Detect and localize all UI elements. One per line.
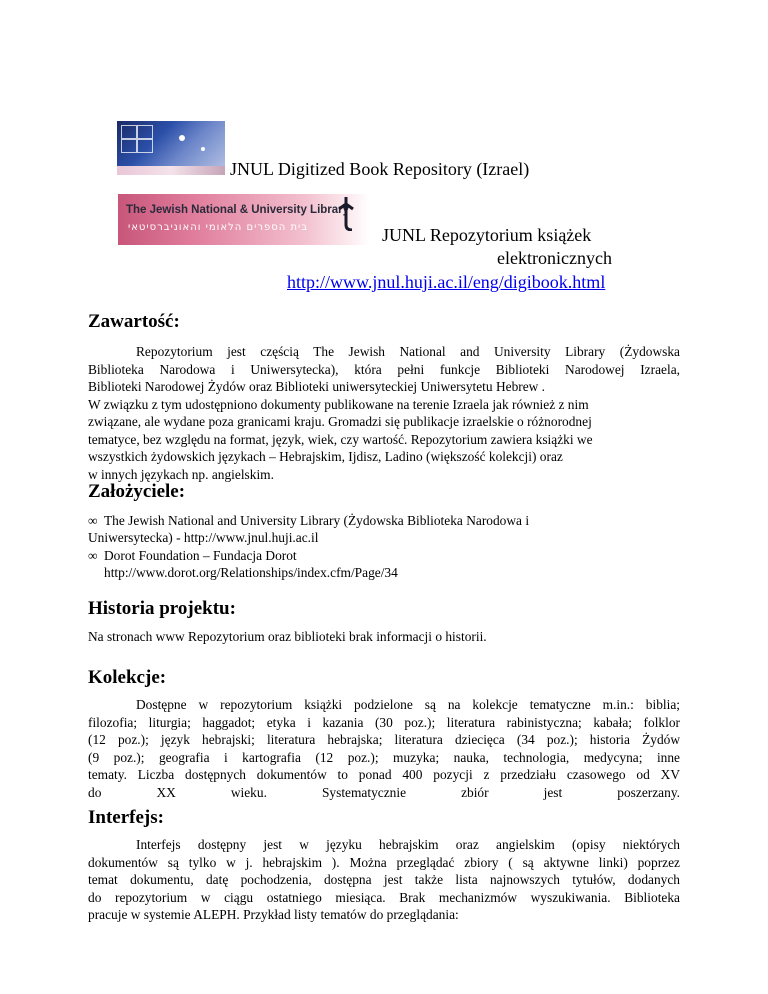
section-heading-zawartosc: Zawartość:: [88, 311, 180, 332]
historia-paragraph: [88, 628, 680, 646]
text-line: tematy. Liczba dostępnych dokumentów to ponad 400 pozycji z przedziału czasowego od XV: [88, 767, 680, 782]
text-line: temat dokumentu, datę pochodzenia, dostępna jest także lista najnowszych tytułów, dodanych: [88, 872, 680, 887]
logo-grid-cell: [137, 125, 153, 139]
text-line: tematyce, bez względu na format, język, wiek, czy wartość. Repozytorium zawiera książki we: [88, 431, 593, 447]
section-heading-historia: Historia projektu:: [88, 598, 236, 619]
text-line: Na stronach www Repozytorium oraz biblioteki brak informacji o historii.: [88, 629, 487, 644]
text-line: dokumentów są tylko w j. hebrajskim ). Można przeglądać zbiory ( są aktywne linki) poprzez: [88, 854, 680, 870]
section-heading-interfejs: Interfejs:: [88, 807, 164, 828]
page-title: JNUL Digitized Book Repository (Izrael): [230, 159, 530, 179]
text-line: w innych językach np. angielskim.: [88, 466, 274, 482]
text-line: (9 poz.); geografia i kartografia (12 poz.); muzyka; nauka, technologia, medycyna; inne: [88, 749, 680, 765]
banner-hebrew-name: בית הספרים הלאומי והאוניברסיטאי: [128, 222, 309, 233]
text-line: filozofia; liturgia; haggadot; etyka i kazania (30 poz.); literatura rabinistyczna; kabała; folklor: [88, 714, 680, 730]
founder-item-2: Dorot Foundation – Fundacja Dorot: [104, 548, 297, 563]
jnul-logo-small-image: [117, 121, 225, 175]
text-line: związane, ale wydane poza granicami kraju. Gromadzi się publikacje izraelskie o różnorodnej: [88, 414, 592, 429]
library-emblem-icon: [334, 195, 360, 231]
founder-item-1-cont: Uniwersytecka) - http://www.jnul.huji.ac.il: [88, 530, 319, 545]
bullet-icon: ∞: [88, 548, 98, 563]
interfejs-paragraph: [88, 836, 680, 924]
zawartosc-paragraph: [88, 343, 680, 483]
bullet-icon: ∞: [88, 513, 98, 528]
text-line: Biblioteki Narodowej Żydów oraz Biblioteki uniwersyteckiej Uniwersytetu Hebrew .: [88, 379, 546, 394]
text-line: pracuje w systemie ALEPH. Przykład listy tematów do przeglądania:: [88, 907, 459, 922]
text-line: (12 poz.); język hebrajski; literatura hebrajska; literatura dziecięca (34 poz.); historia Żydów: [88, 732, 680, 747]
subtitle-line2: elektronicznych: [497, 248, 612, 268]
text-line: do XX wieku. Systematycznie zbiór jest poszerzany.: [88, 784, 680, 800]
text-line: W związku z tym udostępniono dokumenty publikowane na terenie Izraela jak również z nim: [88, 396, 589, 412]
logo-light-dot: [179, 135, 185, 141]
logo-grid-cell: [121, 125, 137, 139]
text-line: wszystkich żydowskich językach – Hebrajskim, Ijdisz, Ladino (większość kolekcji) oraz: [88, 449, 563, 464]
logo-grid-cell: [137, 139, 153, 153]
section-heading-zalozyciele: Założyciele:: [88, 481, 186, 502]
kolekcje-paragraph: [88, 696, 680, 801]
subtitle-line1: JUNL Repozytorium książek: [382, 225, 592, 245]
text-line: do repozytorium w ciągu ostatniego miesiąca. Brak mechanizmów wyszukiwania. Biblioteka: [88, 889, 680, 905]
text-line: Interfejs dostępny jest w języku hebrajskim oraz angielskim (opisy niektórych: [136, 837, 680, 852]
text-line: Dostępne w repozytorium książki podzielone są na kolekcje tematyczne m.in.: biblia;: [136, 697, 680, 712]
repository-url-link[interactable]: http://www.jnul.huji.ac.il/eng/digibook.html: [287, 272, 606, 292]
banner-library-name: The Jewish National & University Library: [126, 204, 350, 216]
founder-item-1: The Jewish National and University Library (Żydowska Biblioteka Narodowa i: [104, 513, 530, 528]
jnul-banner-image: [118, 194, 370, 245]
logo-light-dot: [201, 147, 205, 151]
text-line: Biblioteka Narodowa i Uniwersytecka), która pełni funkcje Biblioteki Narodowej Izraela,: [88, 361, 680, 377]
logo-stripe: [117, 166, 225, 175]
dorot-url: http://www.dorot.org/Relationships/index.cfm/Page/34: [104, 565, 398, 580]
section-heading-kolekcje: Kolekcje:: [88, 667, 167, 688]
text-line: Repozytorium jest częścią The Jewish National and University Library (Żydowska: [136, 344, 680, 359]
logo-grid-cell: [121, 139, 137, 153]
